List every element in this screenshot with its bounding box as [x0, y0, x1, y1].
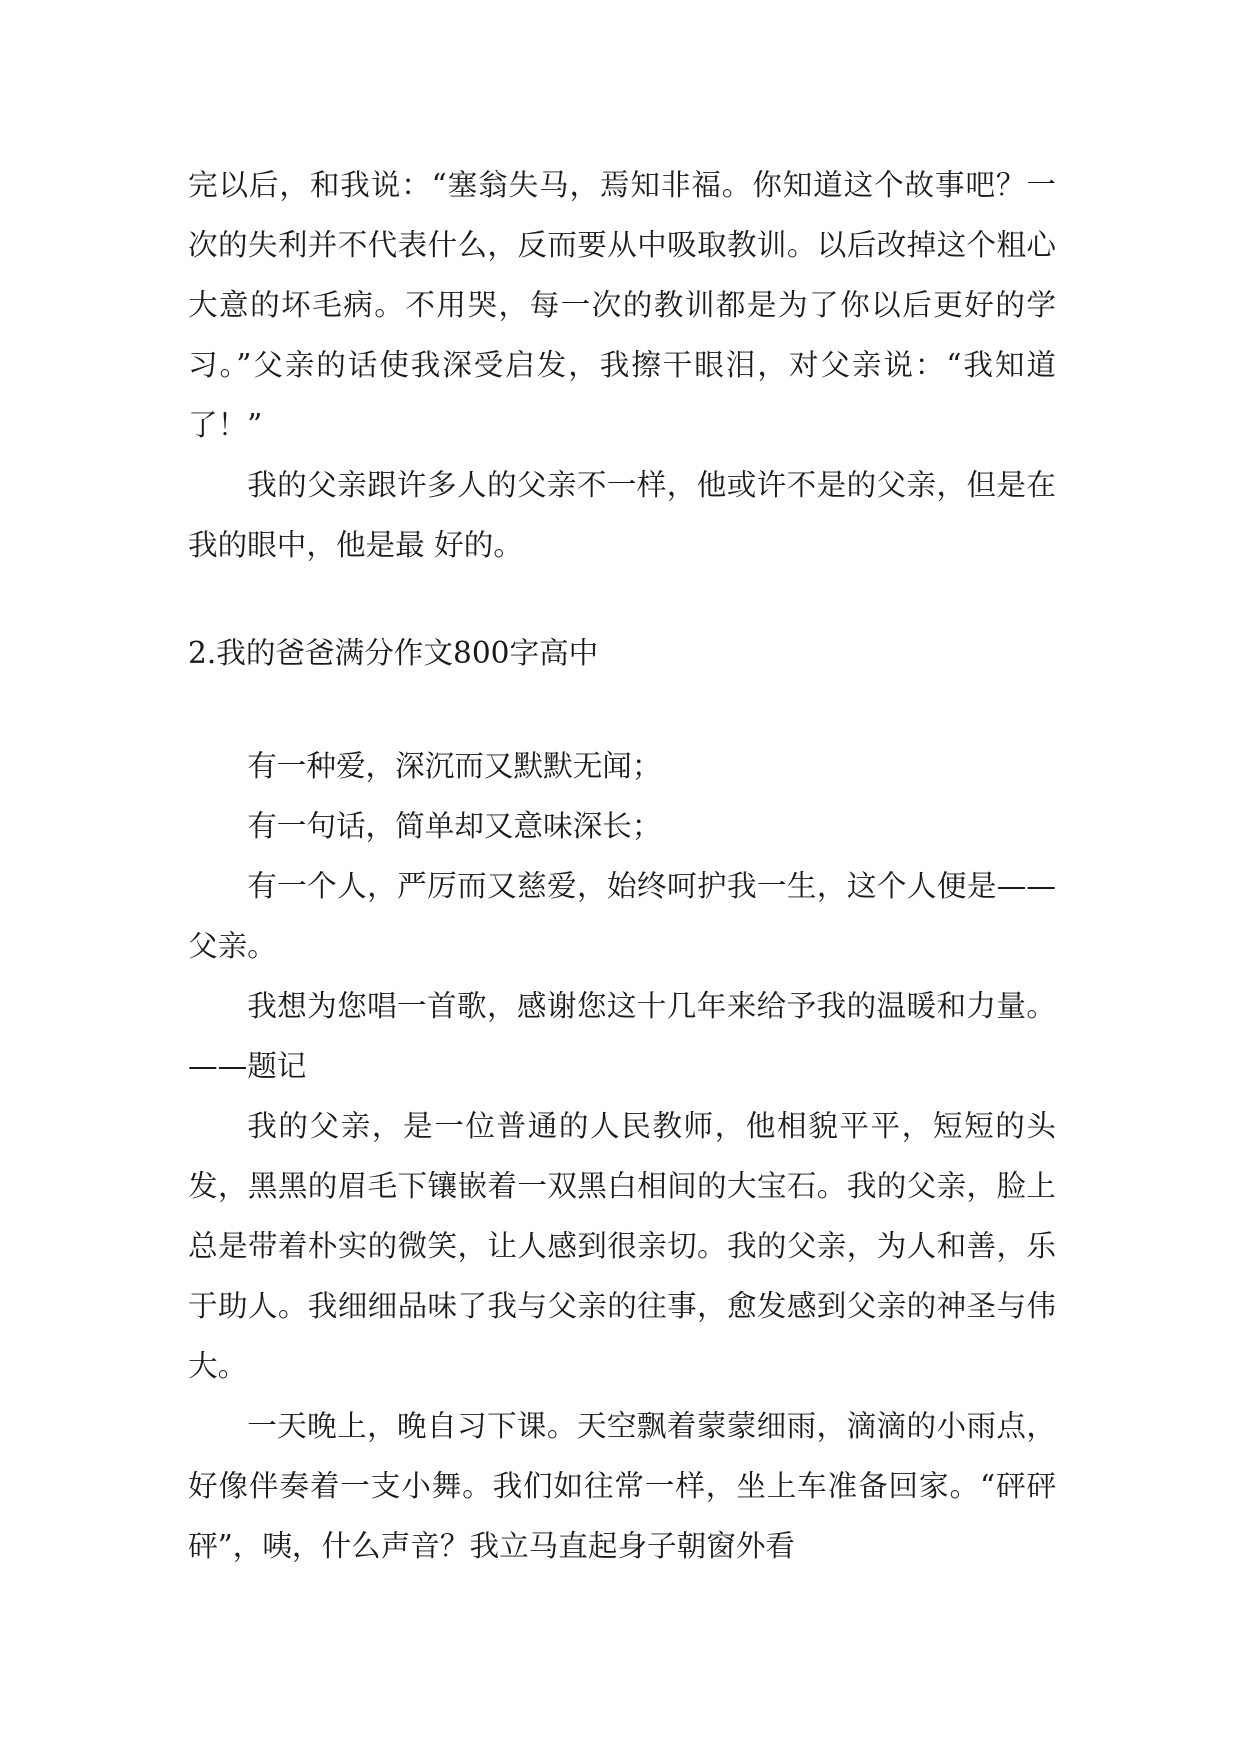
top-text-block — [188, 155, 1056, 575]
paragraph: 一天晚上，晚自习下课。天空飘着蒙蒙细雨，滴滴的小雨点，好像伴奏着一支小舞。我们如往常一样，坐上车准备回家。“砰砰砰”，咦，什么声音？我立马直起身子朝窗外看 — [188, 1409, 1056, 1563]
paragraph: 我的父亲，是一位普通的人民教师，他相貌平平，短短的头发，黑黑的眉毛下镶嵌着一双黑白相间的大宝石。我的父亲，脸上总是带着朴实的微笑，让人感到很亲切。我的父亲，为人和善，乐于助人。我细细品味了我与父亲的往事，愈发感到父亲的神圣与伟大。 — [188, 1109, 1056, 1383]
essay-text-block — [188, 736, 1056, 1576]
paragraph: 完以后，和我说：“塞翁失马，焉知非福。你知道这个故事吧？一次的失利并不代表什么，反而要从中吸取教训。以后改掉这个粗心大意的坏毛病。不用哭，每一次的教训都是为了你以后更好的学习。”父亲的话使我深受启发，我擦干眼泪，对父亲说：“我知道了！” — [188, 168, 1056, 442]
paragraph: 我想为您唱一首歌，感谢您这十几年来给予我的温暖和力量。——题记 — [188, 989, 1056, 1083]
paragraph: 有一个人，严厉而又慈爱，始终呵护我一生，这个人便是——父亲。 — [188, 869, 1056, 963]
paragraph: 有一种爱，深沉而又默默无闻； — [247, 749, 662, 783]
section-heading: 2.我的爸爸满分作文800字高中 — [188, 636, 599, 670]
paragraph: 我的父亲跟许多人的父亲不一样，他或许不是的父亲，但是在我的眼中，他是最 好的。 — [188, 468, 1056, 562]
paragraph: 有一句话，简单却又意味深长； — [247, 809, 662, 843]
